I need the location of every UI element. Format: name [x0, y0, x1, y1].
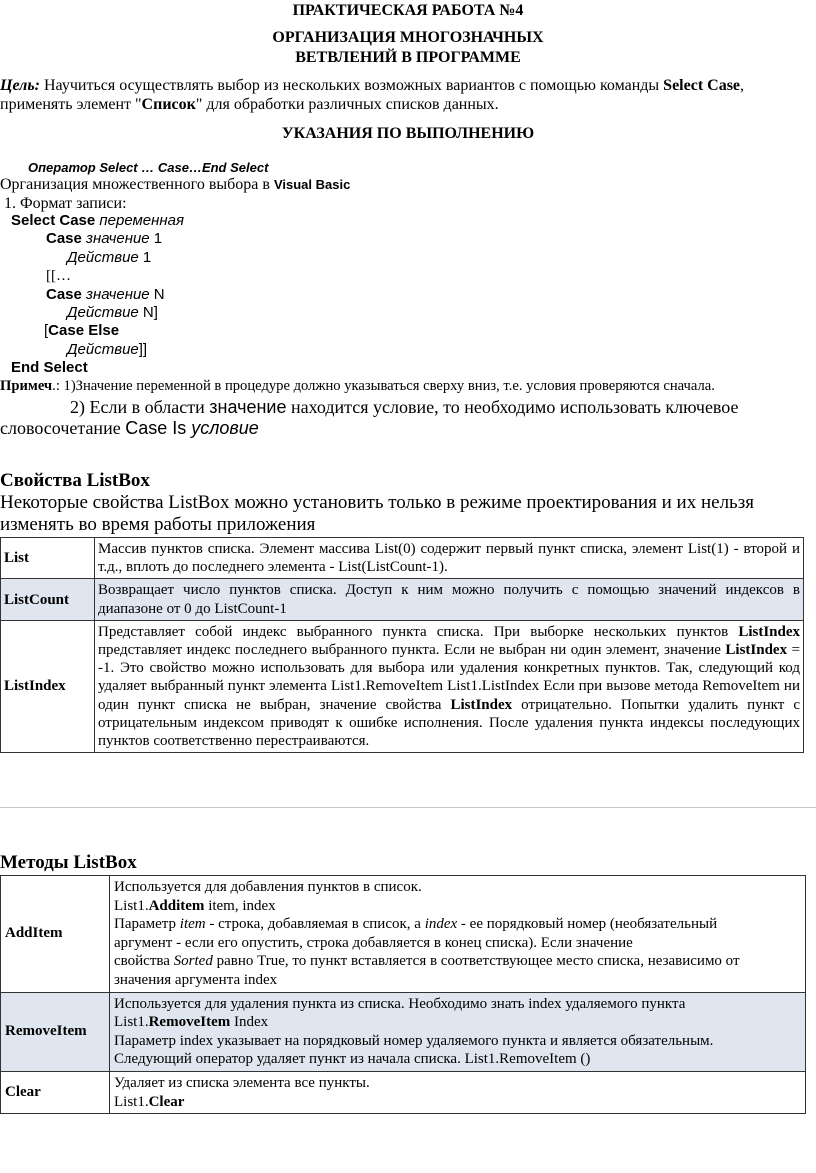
desc-text: List1.: [114, 1014, 149, 1031]
note-line-2: [70, 397, 739, 418]
table-row: [1, 992, 806, 1071]
syntax-action: Действие: [67, 249, 139, 266]
desc-text: - строка, добавляемая в список, а: [205, 916, 425, 933]
desc-line: Следующий оператор удаляет пункт из начала списка. List1.RemoveItem (): [114, 1051, 591, 1068]
divider: [0, 807, 816, 808]
syntax-bracket: [: [44, 322, 49, 339]
goal-text-3: " для обработки различных списков данных.: [195, 96, 499, 113]
desc-keyword: ListIndex: [450, 696, 513, 713]
desc-keyword: ListIndex: [725, 642, 788, 659]
desc-text: отрицательно. Попытки удалить пункт с отрицательным индексом приводят к ошибке исполнения. После удаления пункта индексы последующих пунктов соответственно перестраиваются.: [98, 696, 800, 750]
prop-name: ListIndex: [1, 620, 95, 752]
method-name: Clear: [1, 1071, 110, 1113]
table-row: [1, 538, 804, 579]
desc-text: Параметр: [114, 916, 180, 933]
desc-line: Параметр index указывает на порядковый номер удаляемого пункта и является обязательным.: [114, 1032, 714, 1049]
goal-command: Select Case: [663, 77, 741, 94]
desc-keyword: ListIndex: [738, 623, 800, 640]
desc-text: равно True, то пункт вставляется в соответствующее место списка, независимо от: [212, 953, 740, 970]
goal-element: Список: [141, 96, 196, 113]
kw-case: Case: [46, 286, 82, 303]
syntax-action: Действие: [67, 304, 139, 321]
prop-desc: [95, 620, 804, 752]
syntax-action: Действие: [67, 341, 139, 358]
syntax-num: N: [149, 286, 165, 303]
note-line-3: [0, 418, 259, 439]
desc-text: = -1. Это свойство можно использовать для выбора или удаления конкретных пунктов. Так, следующий код удаляет выбранный пункт элемента List1.RemoveItem List1.ListIndex Если при вызове метода RemoveItem ни один пункт списка не выбран, значение свойства: [98, 642, 800, 713]
desc-line: Удаляет из списка элемента все пункты.: [114, 1074, 370, 1091]
goal-text-2: применять элемент ": [0, 96, 142, 113]
org-vb: Visual Basic: [273, 177, 351, 192]
goal-line-2: [0, 96, 499, 114]
desc-text: - ее порядковый номер (необязательный: [457, 916, 718, 933]
desc-keyword: Additem: [148, 897, 205, 914]
desc-text: Index: [230, 1014, 269, 1031]
instructions-heading: УКАЗАНИЯ ПО ВЫПОЛНЕНИЮ: [281, 125, 535, 142]
desc-text: свойства: [114, 953, 174, 970]
properties-table: [0, 537, 804, 753]
prop-desc: Массив пунктов списка. Элемент массива List(0) содержит первый пункт списка, элемент List(1) - второй и т.д., вплоть до последнего элемента - List(ListCount-1).: [95, 538, 804, 579]
note-line-1: [0, 378, 715, 395]
props-intro-1: Некоторые свойства ListBox можно установить только в режиме проектирования и их нельзя: [0, 492, 754, 513]
page-title: ПРАКТИЧЕСКАЯ РАБОТА №4: [292, 2, 524, 19]
method-desc: [110, 1071, 806, 1113]
syntax-line-8: [67, 341, 147, 358]
syntax-num: 1: [149, 230, 163, 247]
syntax-num: N]: [138, 304, 158, 321]
syntax-bracket: ]]: [138, 341, 148, 358]
desc-line: [114, 915, 801, 934]
table-row: [1, 620, 804, 752]
syntax-var: переменная: [95, 212, 185, 229]
desc-param: item: [179, 916, 206, 933]
goal-line-1: [0, 77, 744, 95]
desc-line: Используется для добавления пунктов в список.: [114, 879, 422, 895]
table-row: [1, 1071, 806, 1113]
method-desc: [110, 992, 806, 1071]
desc-line: [114, 1093, 801, 1112]
goal-comma: ,: [740, 77, 745, 94]
prop-desc: Возвращает число пунктов списка. Доступ к ним можно получить с помощью значений индексов в диапазоне от 0 до ListCount-1: [95, 579, 804, 620]
note-keyword: значение: [209, 397, 287, 417]
desc-line: [114, 1013, 801, 1032]
syntax-line-4: [[…: [46, 268, 71, 284]
note-keyword: условие: [186, 418, 259, 438]
desc-text: представляет индекс последнего выбранного пункта. Если не выбран ни один элемент, значение: [98, 642, 726, 659]
desc-text: item, index: [204, 897, 276, 914]
kw-case-else: Case Else: [48, 322, 120, 339]
desc-text: List1.: [114, 1093, 149, 1110]
note-label: Примеч: [0, 378, 53, 394]
note-text: словосочетание: [0, 418, 126, 438]
desc-text: List1.: [114, 897, 149, 914]
format-line: 1. Формат записи:: [4, 195, 127, 212]
syntax-line-6: [67, 304, 158, 321]
syntax-line-1: [11, 212, 184, 229]
note-text: находится условие, то необходимо использовать ключевое: [286, 397, 739, 417]
kw-select-case: Select Case: [11, 212, 96, 229]
topic-line-2: ВЕТВЛЕНИЙ В ПРОГРАММЕ: [295, 49, 521, 66]
props-heading: Свойства ListBox: [0, 470, 150, 491]
desc-line: аргумент - если его опустить, строка добавляется в конец списка). Если значение: [114, 934, 633, 951]
desc-line: значения аргумента index: [114, 971, 278, 988]
kw-case: Case: [46, 230, 82, 247]
syntax-line-5: [46, 286, 165, 303]
methods-heading: Методы ListBox: [0, 852, 137, 873]
desc-param: index: [424, 916, 458, 933]
table-row: [1, 876, 806, 993]
table-row: [1, 579, 804, 620]
syntax-value: значение: [81, 230, 150, 247]
methods-table: [0, 875, 806, 1114]
syntax-line-9: End Select: [11, 359, 88, 376]
topic-line-1: ОРГАНИЗАЦИЯ МНОГОЗНАЧНЫХ: [272, 29, 544, 46]
syntax-line-3: [67, 249, 151, 266]
prop-name: ListCount: [1, 579, 95, 620]
desc-keyword: Clear: [148, 1093, 185, 1110]
goal-text: Научиться осуществлять выбор из нескольких возможных вариантов с помощью команды: [40, 77, 664, 94]
desc-line: [114, 952, 801, 971]
desc-line: Используется для удаления пункта из списка. Необходимо знать index удаляемого пункта: [114, 995, 686, 1012]
syntax-line-7: [44, 322, 119, 339]
desc-param: Sorted: [173, 953, 213, 970]
org-line: [0, 176, 350, 194]
method-desc: [110, 876, 806, 993]
note-keyword: Case Is: [125, 418, 187, 438]
props-intro-2: изменять во время работы приложения: [0, 514, 316, 535]
method-name: AddItem: [1, 876, 110, 993]
goal-label: Цель:: [0, 77, 40, 94]
desc-text: Представляет собой индекс выбранного пункта списка. При выборке нескольких пунктов: [98, 623, 739, 640]
desc-keyword: RemoveItem: [148, 1014, 231, 1031]
syntax-line-2: [46, 230, 162, 247]
operator-heading: Оператор Select … Case…End Select: [28, 160, 269, 175]
prop-name: List: [1, 538, 95, 579]
method-name: RemoveItem: [1, 992, 110, 1071]
desc-line: [114, 897, 801, 916]
note-text: .: 1)Значение переменной в процедуре должно указываться сверху вниз, т.е. условия проверяются сначала.: [52, 378, 715, 394]
syntax-value: значение: [81, 286, 150, 303]
org-text: Организация множественного выбора в: [0, 176, 274, 193]
note-text: 2) Если в области: [70, 397, 210, 417]
syntax-num: 1: [138, 249, 152, 266]
